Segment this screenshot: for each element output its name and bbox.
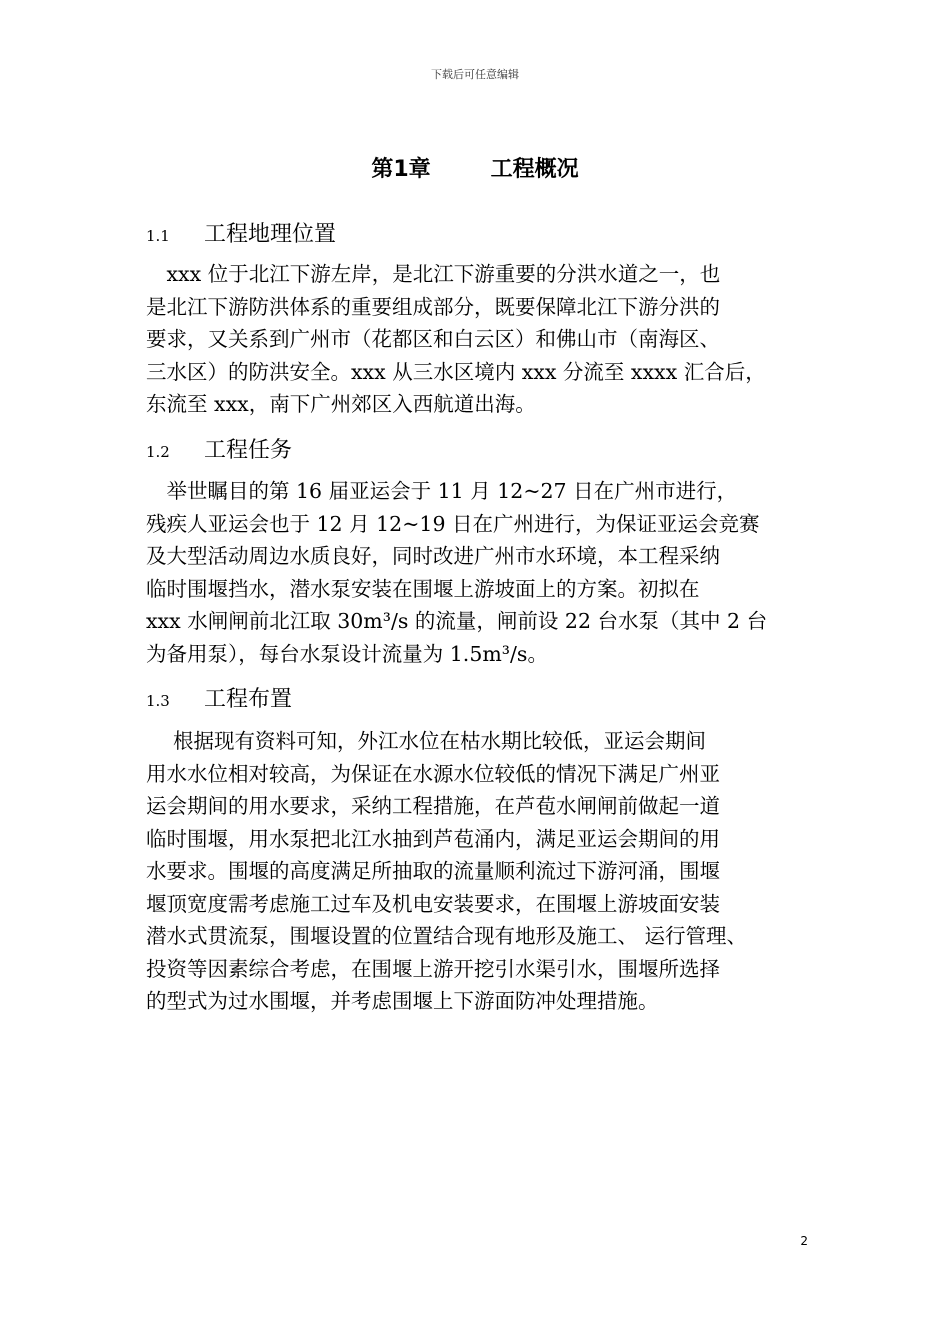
section-heading-1-2: [146, 436, 292, 467]
paragraph-line: 残疾人亚运会也于 12 月 12~19 日在广州进行，为保证亚运会竞赛: [146, 511, 760, 536]
section-number: 1.2: [146, 443, 170, 461]
section-number: 1.1: [146, 227, 170, 245]
paragraph-line: 根据现有资料可知，外江水位在枯水期比较低，亚运会期间: [146, 729, 707, 753]
page-number: 2: [800, 1234, 808, 1248]
section-heading-1-3: [146, 685, 292, 716]
paragraph-line: 及大型活动周边水质良好，同时改进广州市水环境，本工程采纳: [146, 544, 720, 568]
section-1-3-paragraph: [146, 725, 808, 1018]
section-title: 工程地理位置: [204, 222, 337, 247]
chapter-title: [0, 152, 950, 183]
paragraph-line: 运会期间的用水要求，采纳工程措施，在芦苞水闸闸前做起一道: [146, 794, 720, 818]
page-header: 下载后可任意编辑: [431, 68, 519, 81]
paragraph-line: 举世瞩目的第 16 届亚运会于 11 月 12~27 日在广州市进行，: [146, 479, 738, 503]
section-title: 工程任务: [204, 438, 293, 463]
paragraph-line: xxx 水闸闸前北江取 30m³/s 的流量，闸前设 22 台水泵（其中 2 台: [146, 609, 768, 633]
section-number: 1.3: [146, 692, 170, 710]
paragraph-line: 要求，又关系到广州市（花都区和白云区）和佛山市（南海区、: [146, 327, 720, 351]
paragraph-line: 的型式为过水围堰，并考虑围堰上下游面防冲处理措施。: [146, 989, 659, 1013]
section-title: 工程布置: [204, 687, 293, 712]
paragraph-line: xxx 位于北江下游左岸，是北江下游重要的分洪水道之一，也: [146, 262, 721, 286]
section-1-2-paragraph: [146, 475, 808, 670]
chapter-number: 第1章: [371, 157, 431, 182]
chapter-name: 工程概况: [490, 157, 579, 182]
section-1-1-paragraph: [146, 258, 808, 421]
paragraph-line: 临时围堰挡水，潜水泵安装在围堰上游坡面上的方案。初拟在: [146, 576, 700, 601]
paragraph-line: 为备用泵），每台水泵设计流量为 1.5m³/s。: [146, 641, 548, 666]
paragraph-line: 潜水式贯流泵，围堰设置的位置结合现有地形及施工、 运行管理、: [146, 924, 748, 948]
paragraph-line: 堰顶宽度需考虑施工过车及机电安装要求，在围堰上游坡面安装: [146, 891, 720, 916]
paragraph-line: 是北江下游防洪体系的重要组成部分，既要保障北江下游分洪的: [146, 294, 720, 319]
paragraph-line: 三水区）的防洪安全。xxx 从三水区境内 xxx 分流至 xxxx 汇合后，: [146, 359, 766, 384]
paragraph-line: 投资等因素综合考虑，在围堰上游开挖引水渠引水，围堰所选择: [146, 956, 720, 981]
paragraph-line: 水要求。围堰的高度满足所抽取的流量顺利流过下游河涌，围堰: [146, 859, 720, 883]
section-heading-1-1: [146, 220, 336, 251]
paragraph-line: 临时围堰，用水泵把北江水抽到芦苞涌内，满足亚运会期间的用: [146, 826, 720, 851]
paragraph-line: 用水水位相对较高，为保证在水源水位较低的情况下满足广州亚: [146, 761, 720, 786]
paragraph-line: 东流至 xxx，南下广州郊区入西航道出海。: [146, 392, 536, 416]
